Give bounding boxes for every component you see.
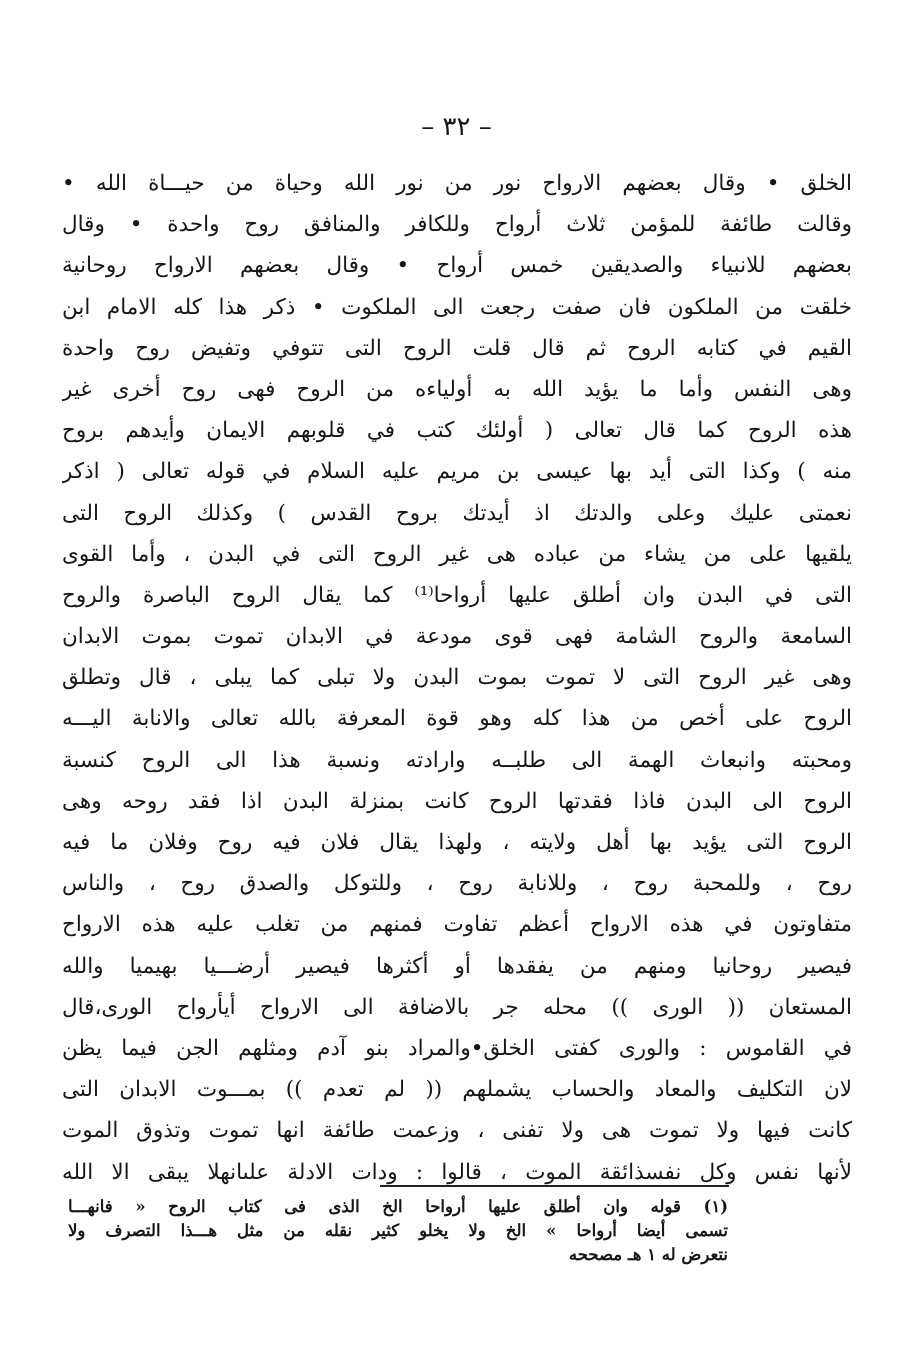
text-line: الروح على أخص من هذا كله وهو قوة المعرفة بالله تعالى والانابة اليـــه <box>62 706 852 732</box>
text-line: الخلق • وقال بعضهم الارواح نور من نور الله وحياة من حيـــاة الله • <box>62 171 852 196</box>
text-line: وهى النفس وأما ما يؤيد الله به أولياءه من الروح فهى روح أخرى غير <box>62 376 852 402</box>
text-line: المستعان (( الورى )) محله جر بالاضافة الى الارواح أيأرواح الورى،قال <box>62 994 852 1020</box>
footnote-line: نتعرض له ١ هـ مصححه <box>568 1245 728 1264</box>
text-line: القيم في كتابه الروح ثم قال قلت الروح التى تتوفي وتفيض روح واحدة <box>62 335 852 361</box>
text-line: يلقيها على من يشاء من عباده هى غير الروح التى في البدن ، وأما القوى <box>62 541 852 567</box>
page-number: – ٣٢ – <box>421 112 492 142</box>
main-text <box>62 163 852 1193</box>
text-line: في القاموس : والورى كفتى الخلق•والمراد بنو آدم ومثلهم الجن فيما يظن <box>62 1035 852 1061</box>
footnote-line: تسمى أيضا أرواحا » الخ ولا يخلو كثير نقله من مثل هـــذا التصرف ولا <box>68 1221 728 1240</box>
text-line: كانت فيها ولا تموت هى ولا تفنى ، وزعمت طائفة انها تموت وتذوق الموت <box>62 1118 852 1144</box>
text-line: روح ، وللمحبة روح ، وللانابة روح ، وللتوكل والصدق روح ، والناس <box>62 871 852 897</box>
text-line: التى في البدن وان أطلق عليها أرواحا⁽¹⁾ كما يقال الروح الباصرة والروح <box>62 582 852 608</box>
text-line: السامعة والروح الشامة فهى قوى مودعة في الابدان تموت بموت الابدان <box>62 624 852 650</box>
text-line: منه ) وكذا التى أيد بها عيسى بن مريم عليه السلام في قوله تعالى ( اذكر <box>62 459 852 485</box>
text-line: وقالت طائفة للمؤمن ثلاث أرواح وللكافر والمنافق روح واحدة • وقال <box>62 212 852 238</box>
text-line: متفاوتون في هذه الارواح أعظم تفاوت فمنهم من تغلب عليه هذه الارواح <box>62 912 852 938</box>
text-line: هذه الروح كما قال تعالى ( أولئك كتب في قلوبهم الايمان وأيدهم بروح <box>62 418 852 444</box>
text-line: وهى غير الروح التى لا تموت بموت البدن ولا تبلى كما يبلى ، قال وتطلق <box>62 665 852 691</box>
footnote-separator <box>380 1185 729 1187</box>
text-line: ومحبته وانبعاث الهمة الى طلبــه وارادته ونسبة هذا الى الروح كنسبة <box>62 747 852 773</box>
footnote-line: (١) قوله وان أطلق عليها أرواحا الخ الذى فى كتاب الروح « فانهـــا <box>68 1197 728 1216</box>
text-line: الروح التى يؤيد بها أهل ولايته ، ولهذا يقال فلان فيه روح وفلان ما فيه <box>62 830 852 855</box>
text-line: نعمتى عليك وعلى والدتك اذ أيدتك بروح القدس ) وكذلك الروح التى <box>62 500 852 526</box>
text-line: الروح الى البدن فاذا فقدتها الروح كانت بمنزلة البدن اذا فقد روحه وهى <box>62 788 852 814</box>
text-line: لأنها نفس وكل نفسذائقة الموت ، قالوا : ودات الادلة علىانهلا يبقى الا الله <box>62 1159 852 1185</box>
text-line: خلقت من الملكون فان صفت رجعت الى الملكوت • ذكر هذا كله الامام ابن <box>62 294 852 320</box>
text-line: لان التكليف والمعاد والحساب يشملهم (( لم تعدم )) بمـــوت الابدان التى <box>62 1077 852 1103</box>
footnote <box>68 1195 728 1267</box>
text-line: فيصير روحانيا ومنهم من يفقدها أو أكثرها فيصير أرضـــيا بهيميا والله <box>62 953 852 979</box>
text-line: بعضهم للانبياء والصديقين خمس أرواح • وقال بعضهم الارواح روحانية <box>62 253 852 279</box>
